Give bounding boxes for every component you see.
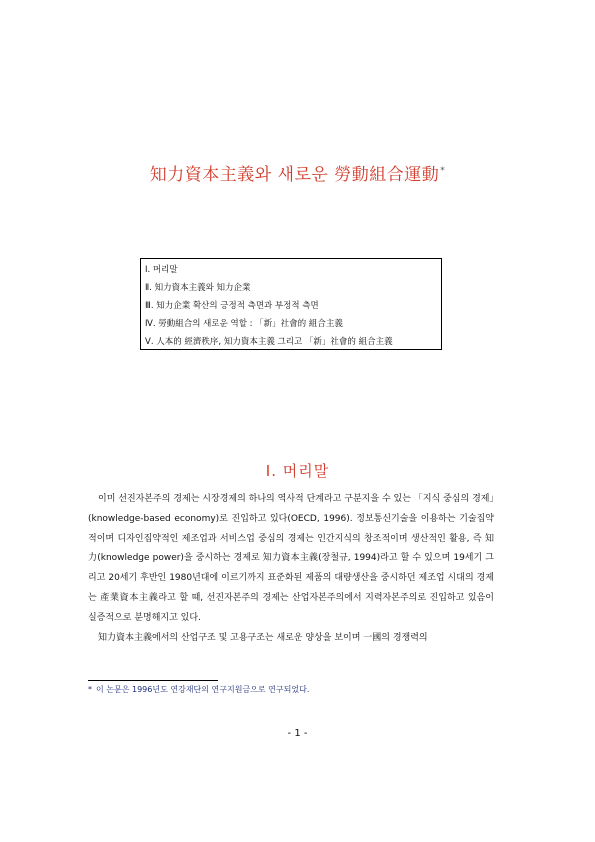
document-title <box>0 160 595 185</box>
title-footnote-mark: * <box>440 166 446 177</box>
table-of-contents <box>140 258 442 350</box>
footnote-mark: * <box>88 685 92 694</box>
toc-item-2: Ⅱ. 知力資本主義와 知力企業 <box>145 283 251 293</box>
body-text <box>88 490 494 648</box>
paragraph-2: 知力資本主義에서의 산업구조 및 고용구조는 새로운 양상을 보이며 一國의 경쟁력의 <box>98 632 428 643</box>
toc-item-4: Ⅳ. 勞動組合의 새로운 역할 : 「新」社會的 組合主義 <box>145 319 343 329</box>
toc-item-5: Ⅴ. 人本的 經濟秩序, 知力資本主義 그리고 「新」社會的 組合主義 <box>145 337 393 347</box>
toc-item-1: Ⅰ. 머리말 <box>145 265 178 275</box>
title-text: 知力資本主義와 새로운 勞動組合運動 <box>149 165 440 185</box>
section-heading: Ⅰ. 머리말 <box>265 462 330 480</box>
footnote <box>88 684 309 695</box>
footnote-text: 이 논문은 1996년도 연강재단의 연구지원금으로 연구되었다. <box>96 685 310 694</box>
toc-item-3: Ⅲ. 知力企業 확산의 긍정적 측면과 부정적 측면 <box>145 301 319 311</box>
page-number: - 1 - <box>287 728 308 739</box>
paragraph-1: 이미 선진자본주의 경제는 시장경제의 하나의 역사적 단계라고 구분지을 수 있는 「지식 중심의 경제」(knowledge-based economy)로 진입하고 있다(OECD, 1996). 정보통신기술을 이용하는 기술집약적이며 디자인집약적인 제조업과 서비스업 중심의 경제는 인간지식의 창조적이며 생산적인 활용, 즉 知力(knowledge power)을 중시하는 경제로 知力資本主義(장철규, 1994)라고 할 수 있으며 19세기 그리고 20세기 후반인 1980년대에 이르기까지 표준화된 제품의 대량생산을 중시하던 제조업 시대의 경제는 產業資本主義라고 할 때, 선진자본주의 경제는 산업자본주의에서 지력자본주의로 진입하고 있음이 실증적으로 분명해지고 있다. <box>88 494 494 623</box>
footnote-divider <box>88 680 218 681</box>
